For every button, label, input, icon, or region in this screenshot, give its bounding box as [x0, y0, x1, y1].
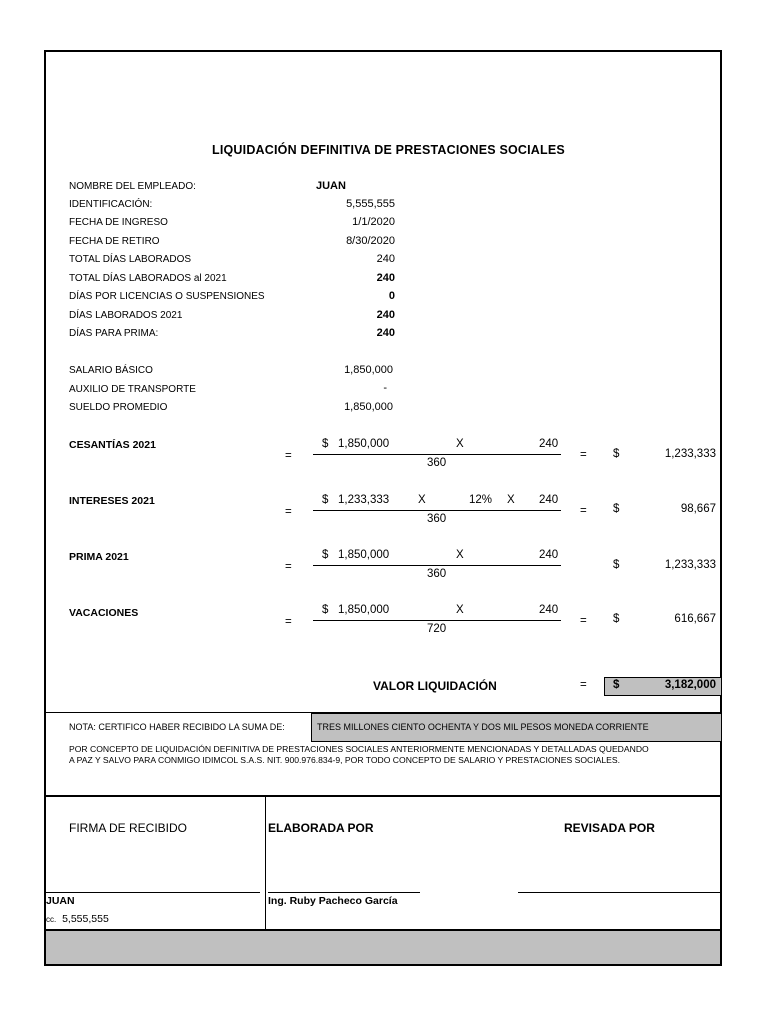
- calc-x1: X: [456, 549, 464, 561]
- footer-bar: [46, 931, 720, 964]
- basic-salary-label: SALARIO BÁSICO: [69, 365, 153, 376]
- calc-name: CESANTÍAS 2021: [69, 439, 156, 451]
- calc-equals: =: [285, 561, 292, 573]
- divider: [44, 795, 722, 797]
- average-salary-value: 1,850,000: [344, 401, 393, 413]
- calc-days: 240: [539, 494, 559, 506]
- identification-label: IDENTIFICACIÓN:: [69, 199, 153, 210]
- end-date-value: 8/30/2020: [346, 235, 395, 247]
- reviewed-by-label: REVISADA POR: [564, 821, 655, 835]
- note-label: NOTA: CERTIFICO HABER RECIBIDO LA SUMA DE:: [69, 722, 285, 732]
- fraction-line: [313, 510, 561, 511]
- calc-divisor: 720: [427, 623, 447, 635]
- calc-x1: X: [456, 438, 464, 450]
- calc-divisor: 360: [427, 568, 447, 580]
- calc-amount: 1,233,333: [338, 494, 390, 506]
- result-dollar: $: [613, 613, 620, 625]
- cc-label: cc.: [46, 915, 57, 924]
- result-dollar: $: [613, 448, 620, 460]
- calc-percent: 12%: [469, 494, 493, 506]
- calc-name: INTERESES 2021: [69, 495, 155, 507]
- calc-x2: X: [507, 494, 515, 506]
- result-dollar: $: [613, 503, 620, 515]
- calc-dollar: $: [322, 604, 329, 616]
- transport-aid-value: -: [383, 382, 387, 394]
- prepared-by-label: ELABORADA POR: [268, 821, 374, 835]
- fraction-line: [313, 454, 561, 455]
- total-days-2021-label: TOTAL DÍAS LABORADOS al 2021: [69, 273, 227, 284]
- calc-equals-2: =: [580, 615, 587, 627]
- calc-divisor: 360: [427, 513, 447, 525]
- calc-amount: 1,850,000: [338, 604, 390, 616]
- employee-name-value: JUAN: [316, 180, 346, 192]
- signature-line: [268, 892, 420, 893]
- days-2021-value: 240: [376, 309, 395, 321]
- calc-name: PRIMA 2021: [69, 551, 129, 563]
- calc-equals-2: =: [580, 449, 587, 461]
- employee-name-label: NOMBRE DEL EMPLEADO:: [69, 181, 196, 192]
- calc-days: 240: [539, 604, 559, 616]
- leave-days-value: 0: [388, 290, 395, 302]
- calc-result: 616,667: [674, 613, 716, 625]
- days-2021-label: DÍAS LABORADOS 2021: [69, 310, 183, 321]
- calc-equals: =: [285, 616, 292, 628]
- calc-dollar: $: [322, 549, 329, 561]
- calc-dollar: $: [322, 494, 329, 506]
- calc-name: VACACIONES: [69, 607, 139, 619]
- receiver-id: [46, 913, 109, 925]
- document-title: LIQUIDACIÓN DEFINITIVA DE PRESTACIONES SOCIALES: [212, 143, 565, 157]
- transport-aid-label: AUXILIO DE TRANSPORTE: [69, 384, 196, 395]
- total-value: 3,182,000: [664, 679, 716, 691]
- calc-days: 240: [539, 549, 559, 561]
- vertical-divider: [265, 796, 266, 930]
- total-days-label: TOTAL DÍAS LABORADOS: [69, 254, 192, 265]
- calc-x1: X: [418, 494, 426, 506]
- total-label: VALOR LIQUIDACIÓN: [373, 679, 497, 693]
- leave-days-label: DÍAS POR LICENCIAS O SUSPENSIONES: [69, 291, 265, 302]
- prima-days-label: DÍAS PARA PRIMA:: [69, 328, 159, 339]
- note-line-2: A PAZ Y SALVO PARA CONMIGO IDIMCOL S.A.S. NIT. 900.976.834-9, POR TODO CONCEPTO DE SALARIO Y PRESTACIONES SOCIALES.: [69, 755, 620, 765]
- start-date-label: FECHA DE INGRESO: [69, 217, 168, 228]
- total-dollar: $: [613, 679, 620, 691]
- receiver-name: JUAN: [46, 895, 75, 907]
- note-line-1: POR CONCEPTO DE LIQUIDACIÓN DEFINITIVA DE PRESTACIONES SOCIALES ANTERIORMENTE MENCIONADAS Y DETALLADAS QUEDANDO: [69, 744, 649, 754]
- calc-result: 1,233,333: [664, 448, 716, 460]
- total-days-2021-value: 240: [376, 272, 395, 284]
- calc-dollar: $: [322, 438, 329, 450]
- calc-equals: =: [285, 506, 292, 518]
- prima-days-value: 240: [376, 327, 395, 339]
- start-date-value: 1/1/2020: [352, 216, 395, 228]
- calc-days: 240: [539, 438, 559, 450]
- calc-equals: =: [285, 450, 292, 462]
- received-signature-label: FIRMA DE RECIBIDO: [69, 821, 188, 835]
- total-equals: =: [580, 679, 587, 691]
- signature-line: [46, 892, 260, 893]
- preparer-name: Ing. Ruby Pacheco García: [268, 895, 398, 907]
- end-date-label: FECHA DE RETIRO: [69, 236, 160, 247]
- calc-x1: X: [456, 604, 464, 616]
- calc-amount: 1,850,000: [338, 438, 390, 450]
- calc-divisor: 360: [427, 457, 447, 469]
- basic-salary-value: 1,850,000: [344, 364, 393, 376]
- calc-equals-2: =: [580, 505, 587, 517]
- signature-line: [518, 892, 720, 893]
- fraction-line: [313, 565, 561, 566]
- amount-words: TRES MILLONES CIENTO OCHENTA Y DOS MIL PESOS MONEDA CORRIENTE: [317, 722, 649, 732]
- average-salary-label: SUELDO PROMEDIO: [69, 402, 168, 413]
- total-days-value: 240: [376, 253, 395, 265]
- identification-value: 5,555,555: [346, 198, 395, 210]
- calc-result: 1,233,333: [664, 559, 716, 571]
- result-dollar: $: [613, 559, 620, 571]
- cc-value: 5,555,555: [62, 913, 109, 925]
- calc-amount: 1,850,000: [338, 549, 390, 561]
- calc-result: 98,667: [680, 503, 716, 515]
- fraction-line: [313, 620, 561, 621]
